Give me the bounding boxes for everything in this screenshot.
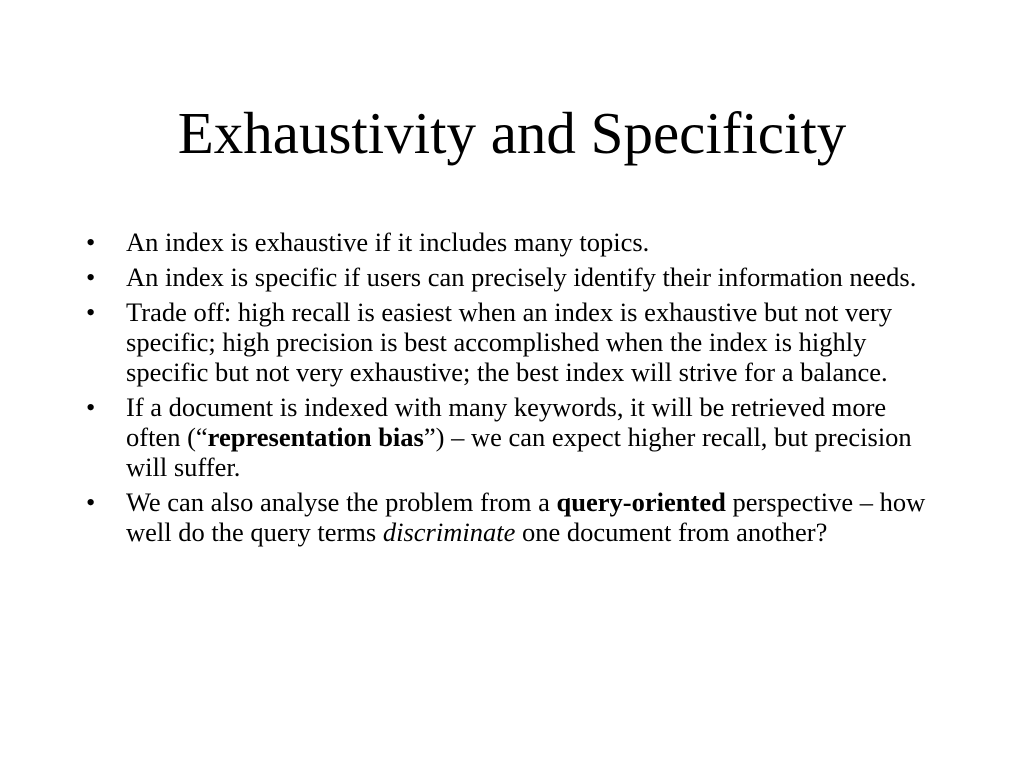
- bullet-icon: •: [86, 487, 96, 517]
- bullet-item: [80, 297, 940, 387]
- bullet-icon: •: [86, 297, 96, 327]
- bullet-text-part: perspective – how well do the query terms: [126, 487, 926, 547]
- bullet-item: [80, 227, 940, 257]
- bullet-italic-term: discriminate: [382, 517, 516, 547]
- bullet-text-part: If a document is indexed with many keywords, it will be retrieved more often (“: [126, 392, 887, 452]
- bullet-item: [80, 392, 940, 482]
- bullet-bold-term: query-oriented: [556, 487, 726, 517]
- bullet-bold-term: representation bias: [207, 422, 424, 452]
- bullet-list: [80, 227, 940, 552]
- bullet-text: An index is specific if users can precisely identify their information needs.: [126, 262, 917, 292]
- bullet-text: Trade off: high recall is easiest when an index is exhaustive but not very specific; high precision is best accomplished when the index is highly specific but not very exhaustive; the best index will strive for a balance.: [126, 297, 893, 387]
- bullet-icon: •: [86, 392, 96, 422]
- bullet-text-part: ”) – we can expect higher recall, but precision will suffer.: [126, 422, 912, 482]
- bullet-item: [80, 262, 940, 292]
- bullet-icon: •: [86, 262, 96, 292]
- bullet-icon: •: [86, 227, 96, 257]
- bullet-text-part: one document from another?: [515, 517, 828, 547]
- slide-title: Exhaustivity and Specificity: [177, 100, 847, 166]
- bullet-text: An index is exhaustive if it includes many topics.: [126, 227, 650, 257]
- bullet-text-part: We can also analyse the problem from a: [126, 487, 557, 517]
- bullet-item: [80, 487, 940, 547]
